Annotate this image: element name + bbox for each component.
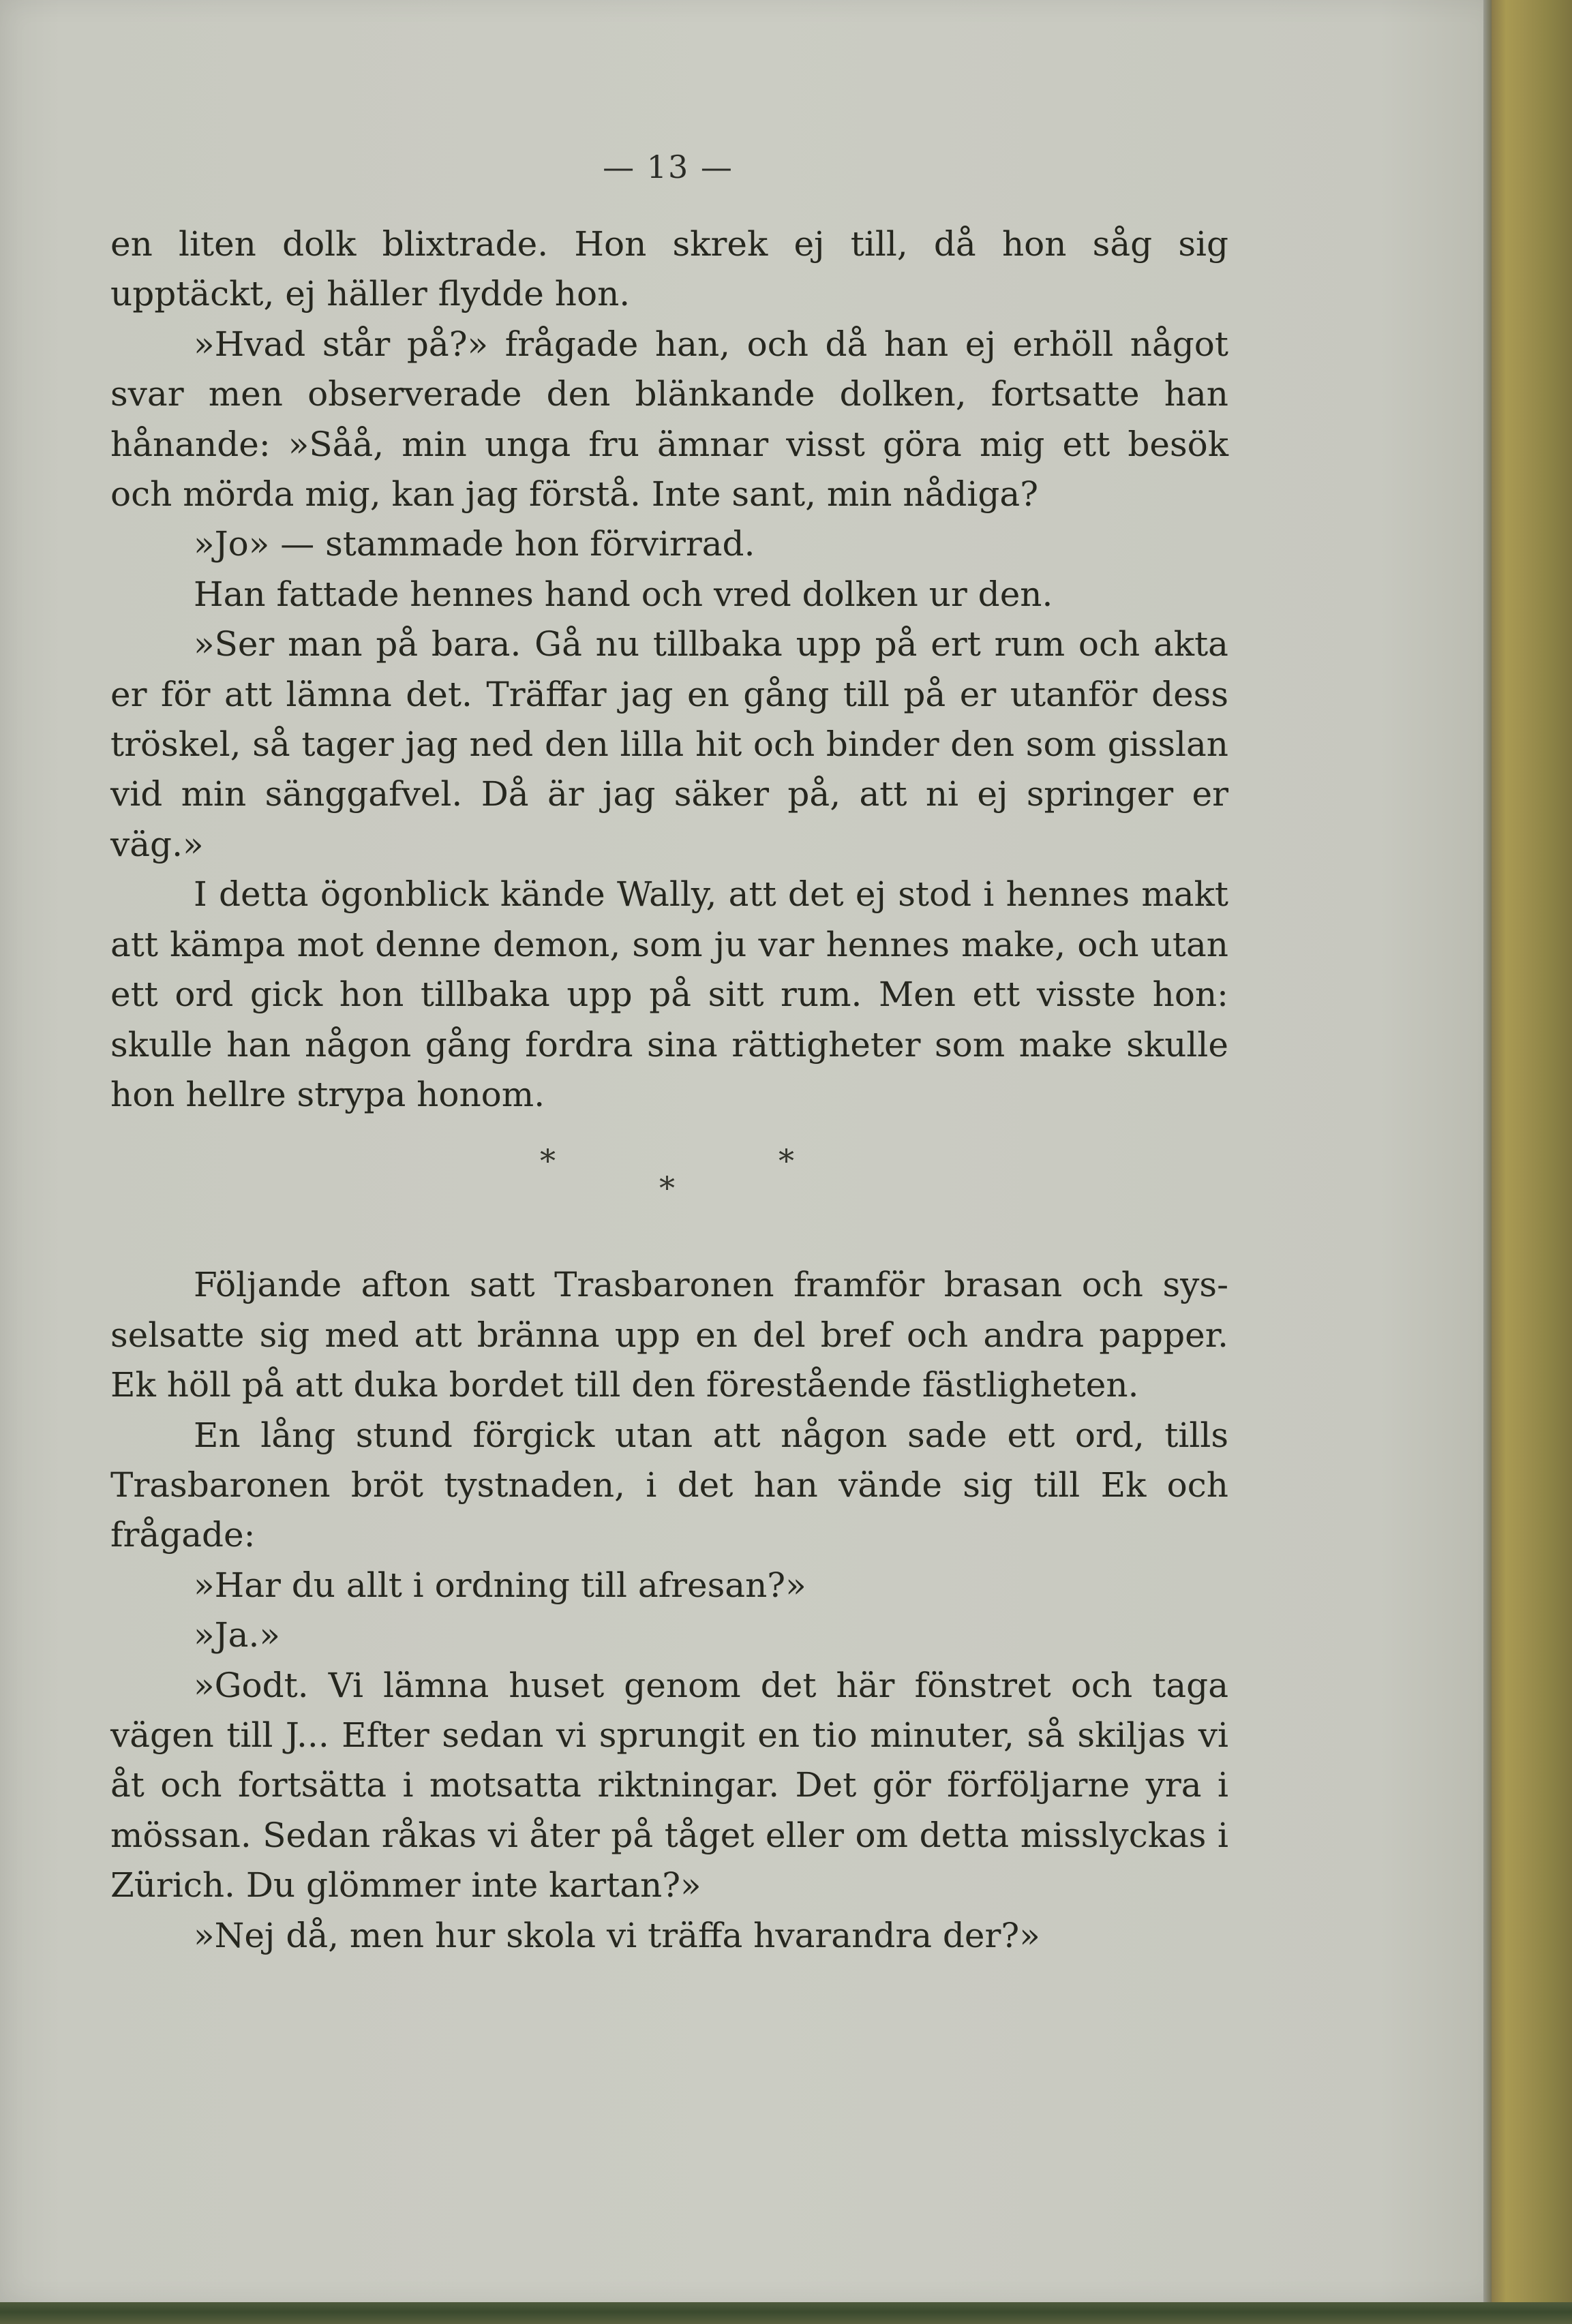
page-number: — 13 —: [603, 149, 734, 185]
section-break-star: *: [659, 1169, 675, 1207]
paragraph: »Har du allt i ordning till afresan?»: [194, 1565, 806, 1605]
paragraph: Han fattade hennes hand och vred dolken ur den.: [194, 574, 1053, 614]
section-break-star: *: [540, 1142, 556, 1180]
paragraph: »Ja.»: [194, 1615, 280, 1655]
paragraph: I detta ögonblick kände Wally, att det ej stod i hennes makt att kämpa mot denne demon, som ju var hennes make, och utan ett ord gick hon tillbaka upp på sitt rum. Men ett visste hon: skulle han någon gång fordra sina rättigheter som make skulle hon hellre strypa honom.: [110, 874, 1228, 1114]
paragraph: »Jo» — stammade hon förvirrad.: [194, 524, 755, 564]
paragraph: Följande afton satt Trasbaronen framför brasan och sysselsatte sig med att bränna upp en del bref och andra papper. Ek höll på att duka bordet till den förestående fästligheten.: [110, 1265, 1228, 1405]
book-spine: [1492, 0, 1572, 2324]
paragraph: »Nej då, men hur skola vi träffa hvarandra der?»: [194, 1915, 1040, 1955]
paragraph: »Godt. Vi lämna huset genom det här fönstret och taga vägen till J... Efter sedan vi sprungit en tio minuter, så skiljas vi åt och fortsätta i motsatta riktningar. Det gör förföljarne yra i mössan. Sedan råkas vi åter på tåget eller om detta misslyckas i Zürich. Du glömmer inte kartan?»: [110, 1665, 1228, 1906]
section-break: [110, 1131, 1228, 1260]
section-break-star: *: [779, 1142, 794, 1180]
page-text: [110, 219, 1228, 1961]
paragraph: En lång stund förgick utan att någon sade ett ord, tills Trasbaronen bröt tystnaden, i det han vände sig till Ek och frågade:: [110, 1415, 1228, 1555]
paragraph: »Ser man på bara. Gå nu tillbaka upp på ert rum och akta er för att lämna det. Träffar jag en gång till på er utanför dess tröskel, så tager jag ned den lilla hit och binder den som gisslan vid min sänggafvel. Då är jag säker på, att ni ej springer er väg.»: [110, 624, 1228, 864]
paragraph: en liten dolk blixtrade. Hon skrek ej till, då hon såg sig upptäckt, ej häller flydde hon.: [110, 224, 1228, 314]
book-bottom-edge: [0, 2302, 1572, 2324]
paragraph: »Hvad står på?» frågade han, och då han ej erhöll något svar men observerade den blänkande dolken, fortsatte han hånande: »Såå, min unga fru ämnar visst göra mig ett besök och mörda mig, kan jag förstå. Inte sant, min nådiga?: [110, 324, 1228, 515]
